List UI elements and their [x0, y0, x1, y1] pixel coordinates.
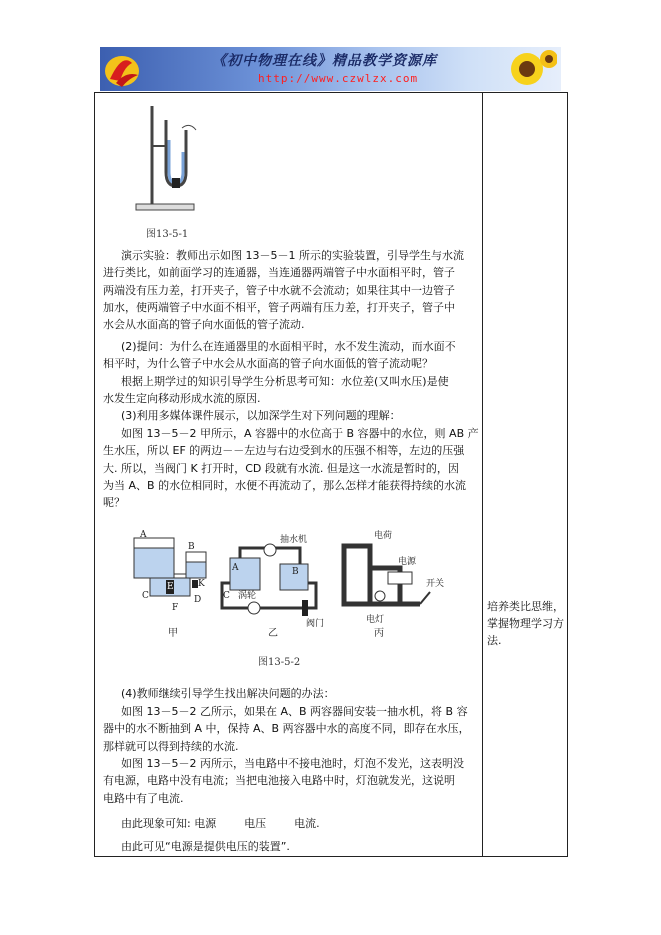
- line: 生水压，所以 EF 的两边－－左边与右边受到水的压强不相等，左边的压强: [103, 444, 465, 458]
- label-yi: 乙: [268, 628, 278, 639]
- letter-c: C: [223, 591, 230, 601]
- figure-13-5-1: [130, 100, 210, 218]
- column-divider: [482, 92, 483, 857]
- paragraph-figure-yi: [103, 703, 479, 755]
- label-source: 电源: [398, 557, 417, 567]
- line: 有电源，电路中没有电流；当把电池接入电路中时，灯泡就发光，这说明: [103, 774, 455, 788]
- line: 如图 13－5－2 甲所示，A 容器中的水位高于 B 容器中的水位，则 AB 产: [121, 427, 479, 440]
- line: 由此可见“电源是提供电压的装置”.: [121, 840, 290, 853]
- line: (2)提问：为什么在连通器里的水面相平时，水不发生流动，而水面不: [121, 340, 456, 353]
- paragraph-conclusion: [103, 815, 479, 832]
- paragraph-figure-bing: [103, 755, 479, 807]
- paragraph-question: [103, 338, 479, 373]
- figure-2-caption: 图13-5-2: [258, 657, 301, 668]
- diagram-yi: [222, 533, 324, 639]
- letter-f: F: [172, 603, 179, 613]
- label-charge: 电荷: [374, 531, 393, 541]
- banner-title: 《初中物理在线》精品教学资源库: [212, 53, 437, 69]
- letter-a: A: [232, 563, 239, 573]
- line: 由此现象可知: 电源 电压 电流.: [121, 817, 320, 830]
- line: 如图 13－5－2 丙所示，当电路中不接电池时，灯泡不发光，这表明没: [121, 757, 464, 770]
- letter-b: B: [188, 542, 195, 552]
- letter-e: E: [167, 582, 174, 592]
- line: 大. 所以，当阀门 K 打开时，CD 段就有水流. 但是这一水流是暂时的，因: [103, 461, 459, 475]
- teaching-goal-note: 培养类比思维，掌握物理学习方法.: [487, 600, 564, 647]
- line: 演示实验：教师出示如图 13－5－1 所示的实验装置，引导学生与水流: [121, 249, 464, 262]
- line: 电路中有了电流.: [103, 791, 184, 805]
- letter-k: K: [198, 579, 205, 589]
- diagram-jia: [134, 530, 206, 639]
- line: 水会从水面高的管子向水面低的管子流动.: [103, 318, 305, 332]
- line: 呢？: [103, 496, 125, 510]
- letter-d: D: [194, 595, 202, 605]
- label-switch: 开关: [426, 579, 445, 589]
- header-banner: [100, 47, 561, 91]
- line: 两端没有压力差，打开夹子，管子中水就不会流动；如果往其中一边管子: [103, 283, 455, 297]
- line: 加水，使两端管子中水面不相平，管子两端有压力差，打开夹子，管子中: [103, 300, 455, 314]
- paragraph-demo-experiment: [103, 247, 479, 333]
- paragraph-multimedia: [103, 407, 479, 424]
- line: 如图 13－5－2 乙所示，如果在 A、B 两容器间安装一抽水机，将 B 容: [121, 705, 468, 718]
- sunflower-icon: [487, 49, 557, 89]
- label-valve: 阀门: [306, 619, 325, 629]
- label-turbine: 涡轮: [238, 591, 257, 601]
- label-lamp: 电灯: [366, 615, 385, 625]
- label-jia: 甲: [168, 628, 178, 639]
- paragraph-figure-jia: [103, 425, 479, 511]
- line: 器中的水不断抽到 A 中，保持 A、B 两容器中水的高度不同，即存在水压，: [103, 722, 470, 736]
- banner-url[interactable]: http://www.czwlzx.com: [258, 72, 419, 85]
- line: 相平时，为什么管子中水会从水面高的管子向水面低的管子流动呢？: [103, 357, 433, 371]
- letter-a: A: [140, 530, 147, 540]
- label-pump: 抽水机: [280, 535, 308, 545]
- line: 进行类比，如前面学习的连通器，当连通器两端管子中水面相平时，管子: [103, 266, 455, 280]
- label-bing: 丙: [374, 628, 384, 639]
- logo-icon: [102, 49, 142, 89]
- line: 水发生定向移动形成水流的原因.: [103, 392, 261, 406]
- paragraph-analysis: [103, 373, 479, 408]
- line: (4)教师继续引导学生找出解决问题的办法：: [121, 687, 335, 700]
- figure-1-caption: 图13-5-1: [146, 229, 189, 240]
- line: 根据上期学过的知识引导学生分析思考可知：水位差(又叫水压)是使: [121, 375, 449, 388]
- line: 为当 A、B 的水位相同时，水便不再流动了，那么怎样才能获得持续的水流: [103, 478, 467, 492]
- figure-13-5-2: [130, 528, 450, 646]
- letter-c: C: [142, 591, 149, 601]
- paragraph-teacher-guide: [103, 685, 479, 702]
- paragraph-summary: [103, 838, 479, 855]
- line: 那样就可以得到持续的水流.: [103, 739, 239, 753]
- diagram-bing: [344, 529, 444, 639]
- line: (3)利用多媒体课件展示，以加深学生对下列问题的理解：: [121, 409, 401, 422]
- letter-b: B: [292, 567, 299, 577]
